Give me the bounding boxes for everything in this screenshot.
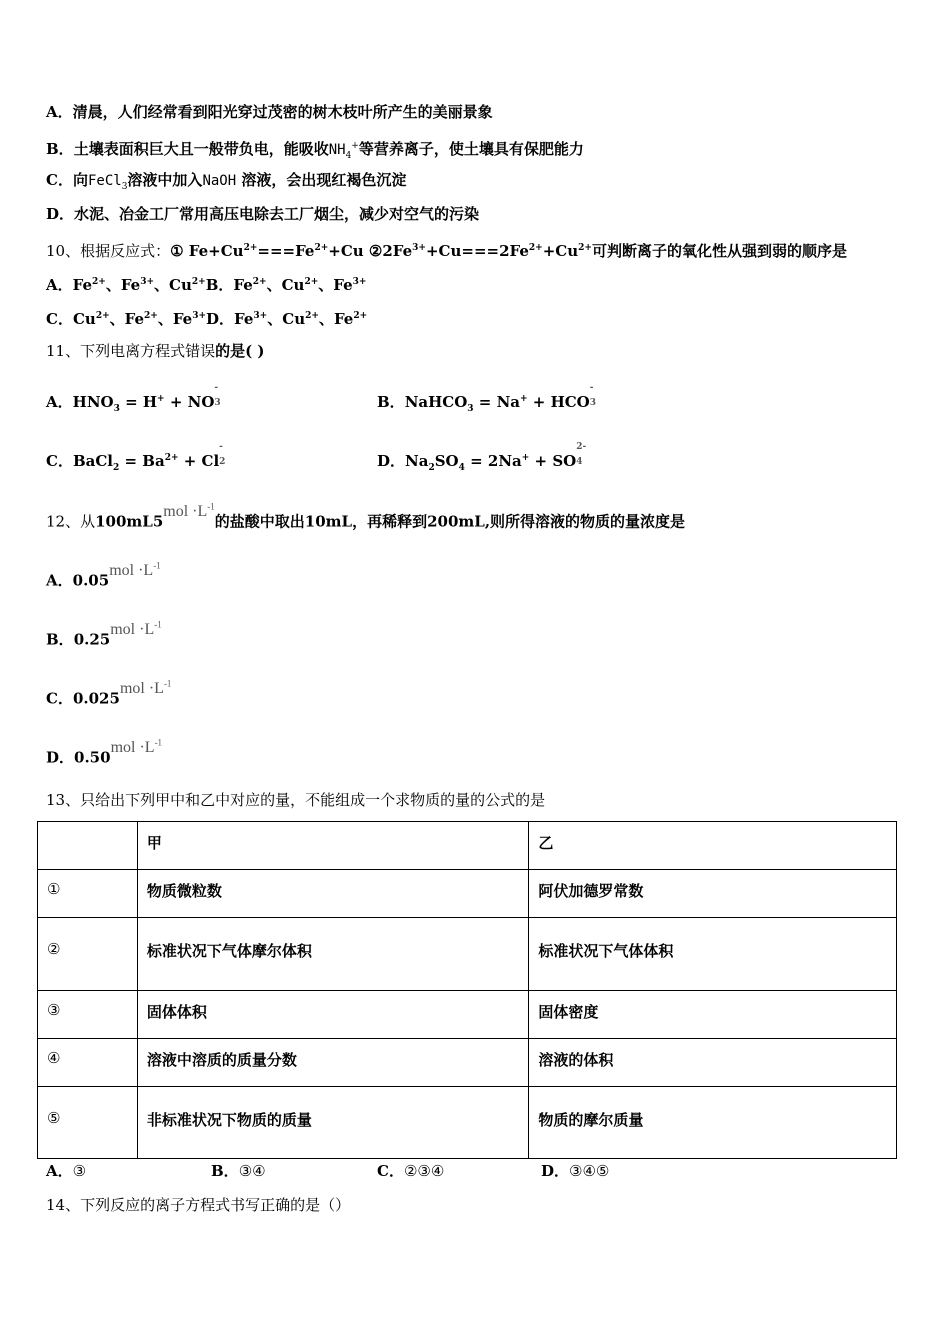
q9-option-c: C．向FeCl$_3$溶液中加入NaOH 溶液，会出现红褐色沉淀 [46,171,407,192]
q13-option-d: D．③④⑤ [541,1162,610,1180]
table-header-row [38,822,897,870]
header-yi: 乙 [529,822,897,870]
q12-option-a: A．$0.05mol \cdot L^{-1}$ [46,561,161,590]
q11-option-b: B．NaHCO$_3$ = Na+ + HCO - 3 [377,383,597,414]
q12-option-c: C．$0.025mol \cdot L^{-1}$ [46,679,172,708]
q10-options-cd: C．$Cu^{2+}$、$Fe^{2+}$、$Fe^{3+}D$．$Fe^{3+}$、$Cu^{2+}$、$Fe^{2+}$ [46,310,368,328]
q10-stem: 10、根据反应式：① $Fe+Cu^{2+}===Fe^{2+}+Cu$ $②2Fe^{3+}+Cu===2Fe^{2+}+Cu^{2+}$可判断离子的氧化性从强到弱的顺序是 [46,242,847,260]
unit-mol-per-l: mol $\cdot L^{-1}$ [163,502,215,521]
q11-option-a: A．$HNO_3 = H^+$ + NO - 3 [46,383,221,414]
table-row: ① 物质微粒数 阿伏加德罗常数 [38,870,897,918]
q14-stem: 14、下列反应的离子方程式书写正确的是（） [46,1196,351,1214]
q12-option-b: B．$0.25mol \cdot L^{-1}$ [46,620,162,649]
q11-stem: 11、下列电离方程式错误的是( ) [46,342,265,360]
table-row: ④ 溶液中溶质的质量分数 溶液的体积 [38,1039,897,1087]
q12-stem: 12、从$100mL5mol \cdot L^{-1}$的盐酸中取出10mL，再稀释到200mL,则所得溶液的物质的量浓度是 [46,502,686,531]
table-row: ③ 固体体积 固体密度 [38,991,897,1039]
table-row: ② 标准状况下气体摩尔体积 标准状况下气体体积 [38,918,897,991]
q9-option-b: B．土壤表面积巨大且一般带负电，能吸收$NH_4^+$等营养离子，使土壤具有保肥能力 [46,140,584,161]
q12-option-d: D．$0.50mol \cdot L^{-1}$ [46,738,163,767]
q13-stem: 13、只给出下列甲中和乙中对应的量，不能组成一个求物质的量的公式的是 [46,791,546,809]
q13-table [37,821,897,1159]
q9-option-d: D．水泥、冶金工厂常用高压电除去工厂烟尘，减少对空气的污染 [46,205,480,223]
q13-option-c: C．②③④ [377,1162,445,1180]
q11-option-d: D．$Na_2SO_4 = 2Na^+$ + SO 2- 4 [377,442,587,473]
q9-option-a: A．清晨，人们经常看到阳光穿过茂密的树木枝叶所产生的美丽景象 [46,103,493,121]
q13-option-b: B．③④ [211,1162,266,1180]
table-row: ⑤ 非标准状况下物质的质量 物质的摩尔质量 [38,1087,897,1159]
q11-option-c: C．BaCl$_2$ = $Ba^{2+} + Cl$ - 2 [46,442,226,473]
q13-option-a: A．③ [46,1162,87,1180]
q10-options-ab: A．$Fe^{2+}$、$Fe^{3+}$、$Cu^{2+}B$．$Fe^{2+}$、$Cu^{2+}$、$Fe^{3+}$ [46,276,367,294]
header-jia: 甲 [137,822,529,870]
